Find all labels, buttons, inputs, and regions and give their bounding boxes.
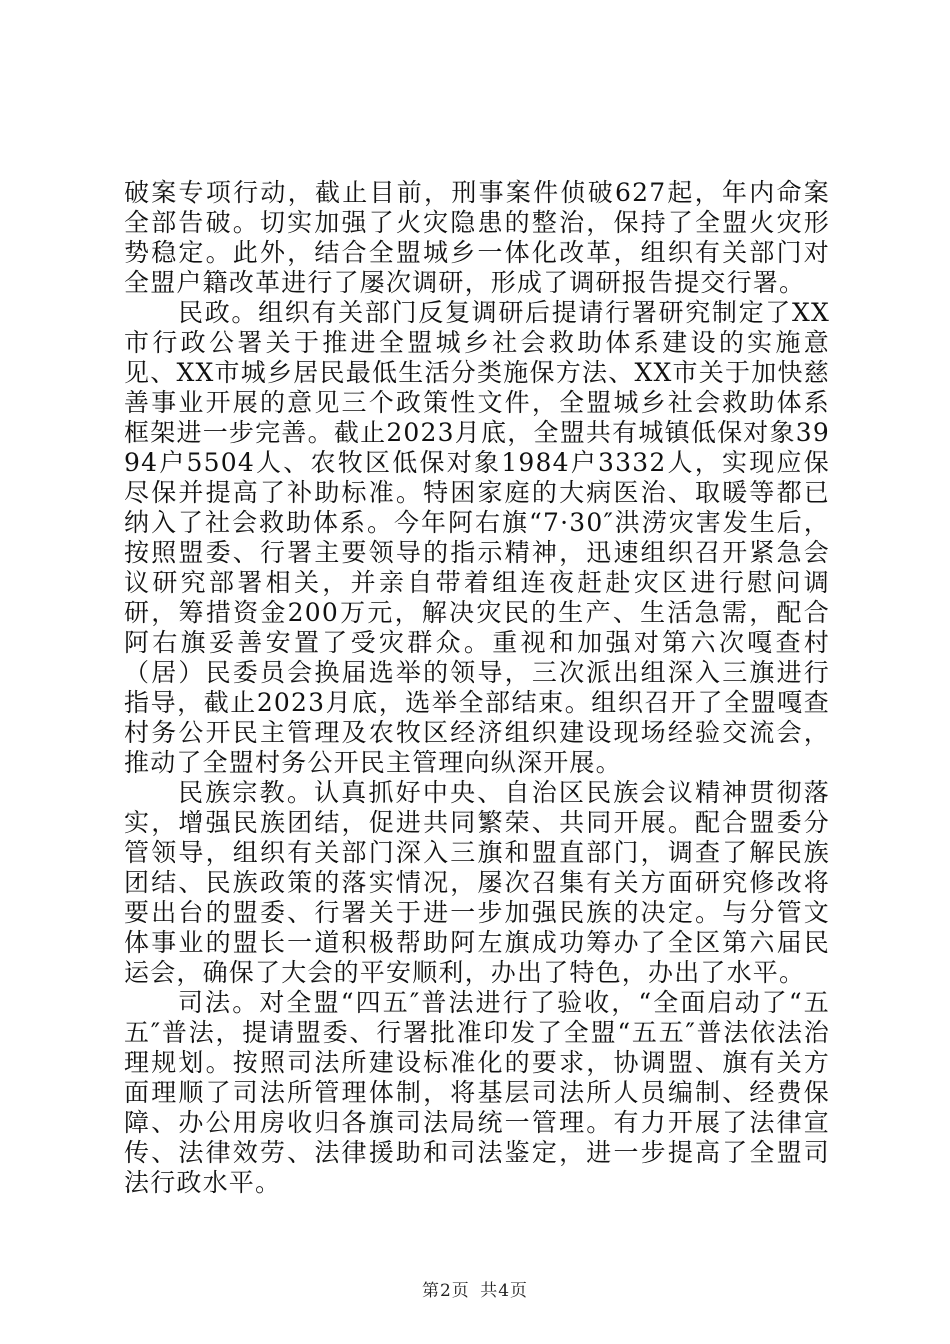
page-footer	[0, 1276, 950, 1301]
document-body	[124, 178, 830, 1198]
page-number: 第2页	[421, 1281, 470, 1301]
paragraph-judicial: 司法。对全盟“四五″普法进行了验收，“全面启动了“五五″普法，提请盟委、行署批准印发了全盟“五五″普法依法治理规划。按照司法所建设标准化的要求，协调盟、旗有关方面理顺了司法所管理体制，将基层司法所人员编制、经费保障、办公用房收归各旗司法局统一管理。有力开展了法律宣传、法律效劳、法律援助和司法鉴定，进一步提高了全盟司法行政水平。	[124, 988, 830, 1197]
paragraph-public-security: 破案专项行动，截止目前，刑事案件侦破627起，年内命案全部告破。切实加强了火灾隐患的整治，保持了全盟火灾形势稳定。此外，结合全盟城乡一体化改革，组织有关部门对全盟户籍改革进行了屡次调研，形成了调研报告提交行署。	[124, 178, 830, 297]
paragraph-civil-affairs: 民政。组织有关部门反复调研后提请行署研究制定了XX市行政公署关于推进全盟城乡社会救助体系建设的实施意见、XX市城乡居民最低生活分类施保方法、XX市关于加快慈善事业开展的意见三个政策性文件，全盟城乡社会救助体系框架进一步完善。截止2023月底，全盟共有城镇低保对象3994户5504人、农牧区低保对象1984户3332人，实现应保尽保并提高了补助标准。特困家庭的大病医治、取暖等都已纳入了社会救助体系。今年阿右旗“7·30″洪涝灾害发生后，按照盟委、行署主要领导的指示精神，迅速组织召开紧急会议研究部署相关，并亲自带着组连夜赶赴灾区进行慰问调研，筹措资金200万元，解决灾民的生产、生活急需，配合阿右旗妥善安置了受灾群众。重视和加强对第六次嘎查村（居）民委员会换届选举的领导，三次派出组深入三旗进行指导，截止2023月底，选举全部结束。组织召开了全盟嘎查村务公开民主管理及农牧区经济组织建设现场经验交流会，推动了全盟村务公开民主管理向纵深开展。	[124, 298, 830, 777]
page-total: 共4页	[480, 1281, 529, 1301]
paragraph-ethnic-religion: 民族宗教。认真抓好中央、自治区民族会议精神贯彻落实，增强民族团结，促进共同繁荣、共同开展。配合盟委分管领导，组织有关部门深入三旗和盟直部门，调查了解民族团结、民族政策的落实情况，屡次召集有关方面研究修改将要出台的盟委、行署关于进一步加强民族的决定。与分管文体事业的盟长一道积极帮助阿左旗成功筹办了全区第六届民运会，确保了大会的平安顺利，办出了特色，办出了水平。	[124, 778, 830, 987]
